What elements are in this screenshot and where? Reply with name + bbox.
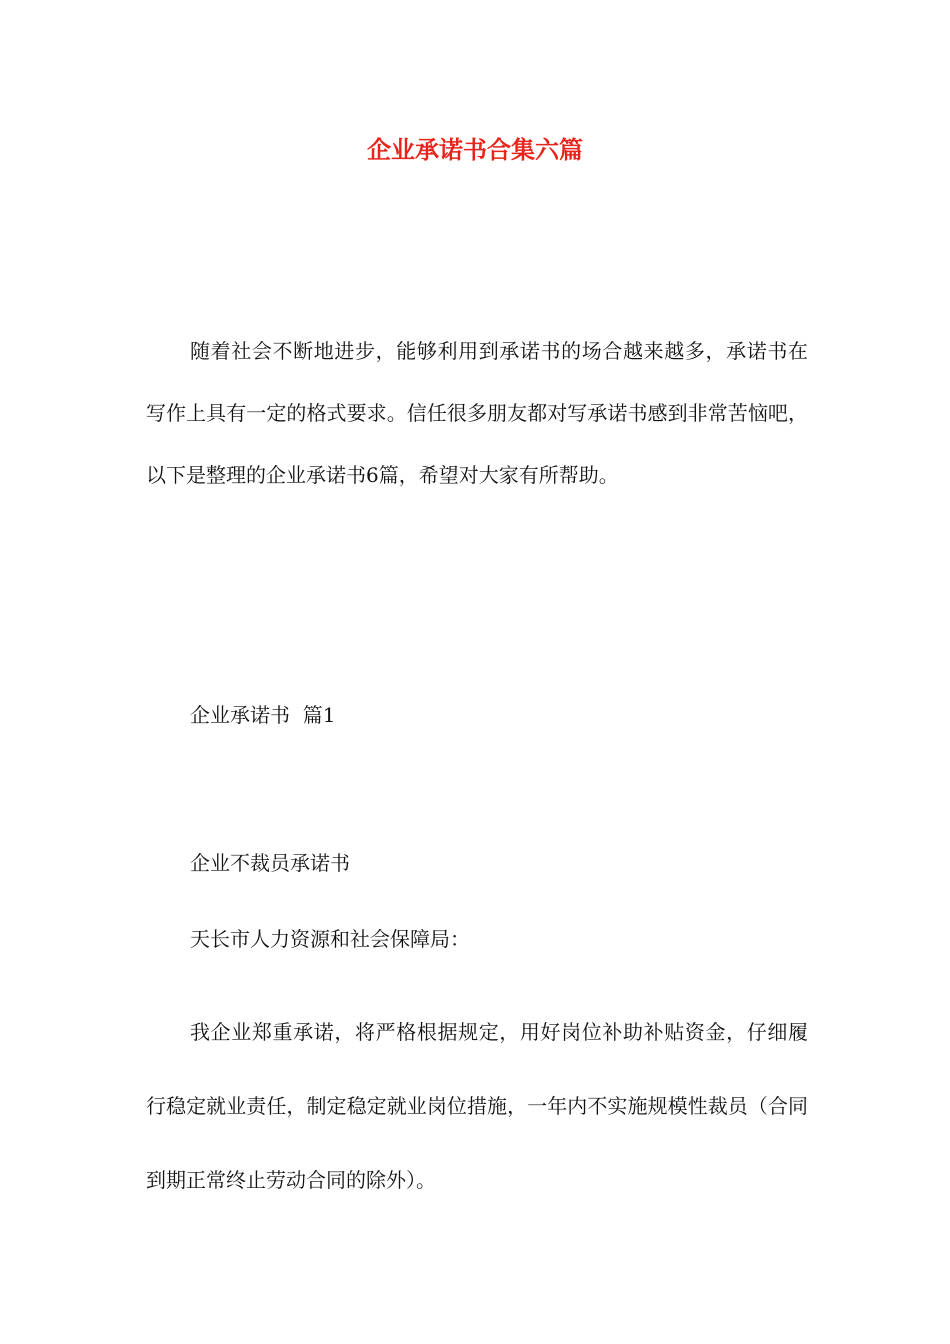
intro-paragraph: 随着社会不断地进步，能够利用到承诺书的场合越来越多，承诺书在写作上具有一定的格式要求。信任很多朋友都对写承诺书感到非常苦恼吧，以下是整理的企业承诺书6篇，希望对大家有所帮助。 (146, 339, 808, 487)
recipient-line: 天长市人力资源和社会保障局： (190, 927, 470, 951)
body-paragraph: 我企业郑重承诺，将严格根据规定，用好岗位补助补贴资金，仔细履行稳定就业责任，制定稳定就业岗位措施，一年内不实施规模性裁员（合同到期正常终止劳动合同的除外）。 (146, 1020, 808, 1192)
document-title: 企业承诺书合集六篇 (367, 136, 583, 164)
section-heading-text: 企业承诺书 篇1 (190, 703, 336, 727)
section-heading (146, 700, 852, 730)
letter-title: 企业不裁员承诺书 (190, 851, 350, 875)
